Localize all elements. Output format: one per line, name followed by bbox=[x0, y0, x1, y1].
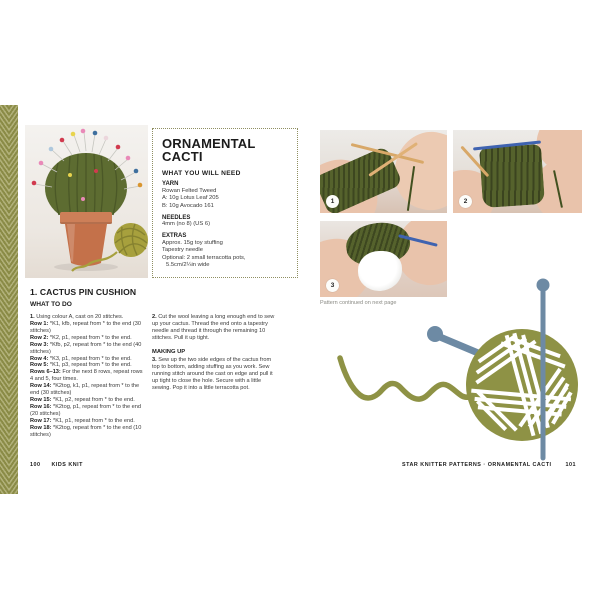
instruction-line: Row 16: *K2tog, p1, repeat from * to the end (20 stitches) bbox=[30, 403, 142, 417]
what-to-do-heading: WHAT TO DO bbox=[30, 301, 72, 308]
yarn-ball-illustration bbox=[330, 268, 586, 472]
pin-head bbox=[537, 279, 550, 292]
step-photo-2 bbox=[453, 130, 582, 213]
instruction-line: Rows 6–13: For the next 8 rows, repeat rows 4 and 5, four times. bbox=[30, 369, 143, 383]
extras-heading: EXTRAS bbox=[162, 233, 187, 240]
instruction-step-3: 3. Sew up the two side edges of the cactus from top to bottom, adding stuffing as you work. Sew running stitch around the cast on edge and pull it up tight to close the hole. Secure with a little sewing. Pop it into a little terracotta pot. bbox=[152, 356, 273, 391]
instruction-line: Row 4: *K3, p1, repeat from * to the end. bbox=[30, 355, 132, 362]
step-badge-3: 3 bbox=[326, 279, 339, 292]
photo-caption: Pattern continued on next page bbox=[320, 300, 397, 306]
book-title: KIDS KNIT bbox=[51, 462, 83, 468]
instruction-line: Row 15: *K1, p2, repeat from * to the end. bbox=[30, 397, 135, 404]
yarn-line: Rowan Felted Tweed bbox=[162, 187, 217, 194]
page-number-right: 101 bbox=[565, 462, 576, 468]
chapter-title: STAR KNITTER PATTERNS · ORNAMENTAL CACTI bbox=[402, 462, 552, 468]
needles-line: 4mm (no 8) (US 6) bbox=[162, 221, 210, 228]
instructions-column-1 bbox=[30, 314, 144, 439]
instruction-line: Row 3: *Kfb, p2, repeat from * to the end (40 stitches) bbox=[30, 341, 142, 355]
gathered-knitting bbox=[479, 144, 545, 208]
instruction-step-2: 2. Cut the wool leaving a long enough end to sew up your cactus. Thread the end onto a tapestry needle and thread it through the remaining 10 stitches. Pull it up tight. bbox=[152, 314, 275, 341]
left-page-footer bbox=[30, 462, 83, 468]
instruction-line: Row 18: *K2tog, repeat from * to the end (10 stitches) bbox=[30, 424, 142, 438]
extras-line: Approx. 15g toy stuffing bbox=[162, 239, 223, 246]
materials-box bbox=[152, 128, 298, 278]
extras-line: Optional: 2 small terracotta pots, bbox=[162, 254, 246, 261]
section-title: 1. CACTUS PIN CUSHION bbox=[30, 287, 137, 297]
extras-line: 5.5cm/2¼in wide bbox=[166, 262, 210, 269]
extras-line: Tapestry needle bbox=[162, 247, 203, 254]
pattern-name-title: ORNAMENTAL CACTI bbox=[162, 136, 256, 165]
instruction-line: 1. Using colour A, cast on 20 stitches. bbox=[30, 314, 124, 320]
page-number-left: 100 bbox=[30, 462, 41, 468]
yarn-ball bbox=[466, 328, 578, 441]
instruction-line: Row 17: *K1, p1, repeat from * to the end. bbox=[30, 417, 135, 424]
step-badge-2: 2 bbox=[459, 195, 472, 208]
step-photo-1 bbox=[320, 130, 447, 213]
making-up-heading: MAKING UP bbox=[152, 348, 186, 355]
instruction-line: Row 5: *K1, p3, repeat from * to the end. bbox=[30, 362, 132, 369]
right-page-footer bbox=[320, 462, 576, 468]
materials-subtitle: WHAT YOU WILL NEED bbox=[162, 169, 241, 177]
instruction-line: Row 1: *K1, kfb, repeat from * to the end (30 stitches) bbox=[30, 320, 142, 334]
instruction-line: Row 14: *K2tog, k1, p1, repeat from * to the end (30 stitches) bbox=[30, 383, 140, 397]
pot-rim-shade bbox=[60, 222, 112, 224]
cactus-pincushion-photo bbox=[25, 125, 148, 278]
knit-pattern-border bbox=[0, 105, 18, 494]
instructions-column-2 bbox=[152, 314, 280, 391]
needles-heading: NEEDLES bbox=[162, 214, 191, 221]
step-badge-1: 1 bbox=[326, 195, 339, 208]
trailing-yarn-strand bbox=[340, 358, 488, 399]
instruction-line: Row 2: *K2, p1, repeat from * to the end. bbox=[30, 334, 132, 341]
cactus-pincushion-illustration bbox=[25, 125, 148, 278]
yarn-line: B: 10g Avocado 161 bbox=[162, 202, 214, 209]
yarn-line: A: 10g Lotus Leaf 205 bbox=[162, 195, 219, 202]
yarn-heading: YARN bbox=[162, 181, 179, 187]
needle-head bbox=[427, 326, 443, 342]
